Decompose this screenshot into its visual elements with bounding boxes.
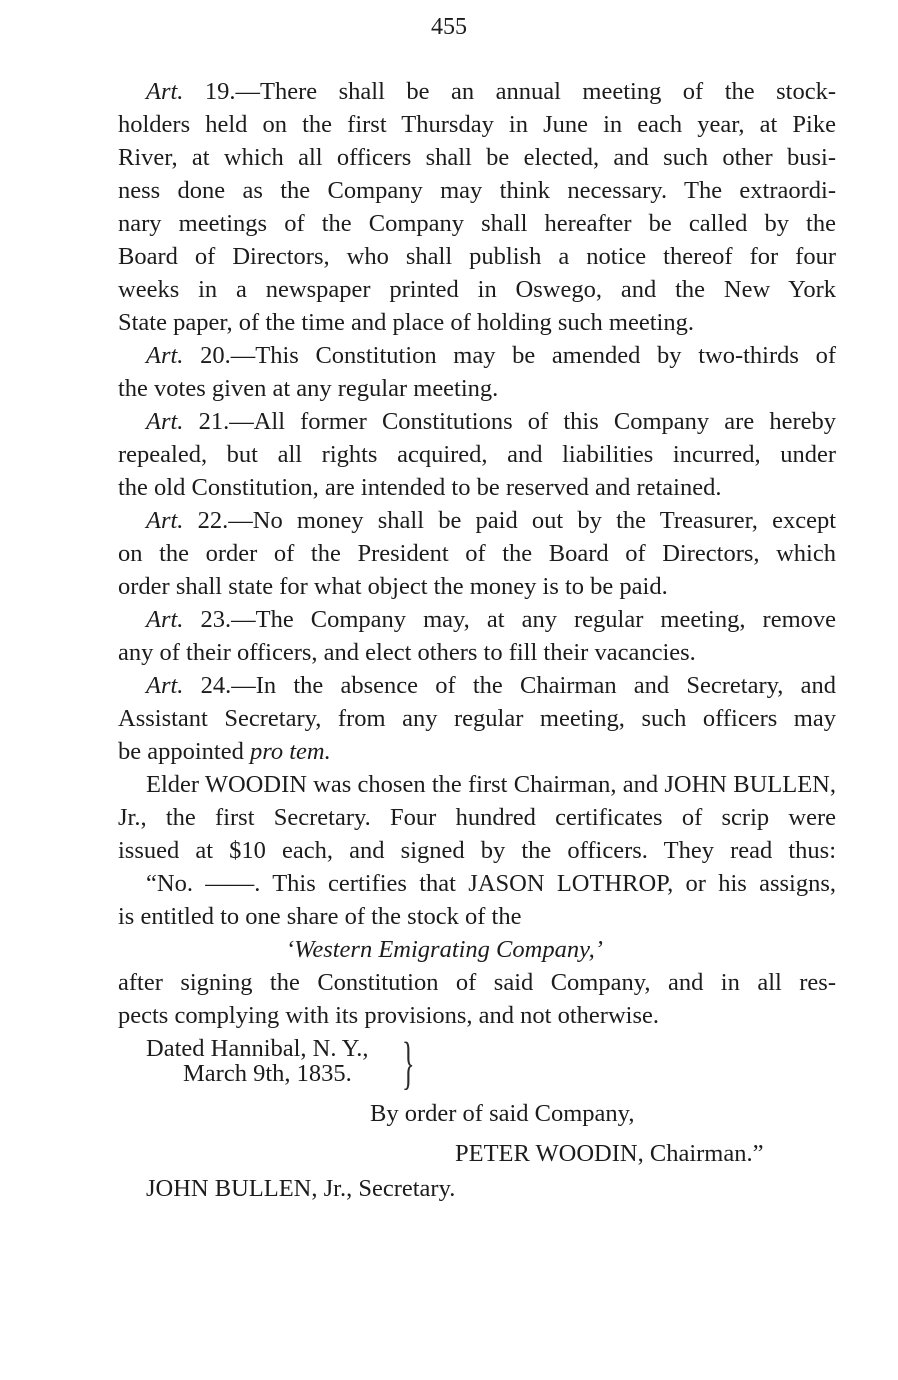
signature-line: By order of said Company, [370,1100,635,1127]
text-line: Art. 19.—There shall be an annual meeting of the stock- [146,78,836,105]
certificate-line: “No. ——. This certifies that JASON LOTHROP, or his assigns, [146,870,836,897]
text-line: Art. 22.—No money shall be paid out by the Treasurer, except [146,507,836,534]
text-line: Assistant Secretary, from any regular meeting, such officers may [118,705,836,732]
certificate-line: pects complying with its provisions, and not otherwise. [118,1002,659,1029]
text-line: ness done as the Company may think necessary. The extraordi- [118,177,836,204]
latin-phrase: pro tem. [250,738,331,765]
text-line: Art. 24.—In the absence of the Chairman and Secretary, and [146,672,836,699]
dateline-date: March 9th, 1835. [183,1060,352,1087]
company-name: ‘Western Emigrating Company,’ [286,936,603,963]
text-line: the votes given at any regular meeting. [118,375,499,402]
text-line: holders held on the first Thursday in June in each year, at Pike [118,111,836,138]
text-line: Elder WOODIN was chosen the first Chairman, and JOHN BULLEN, [146,771,836,798]
article-label: Art. [146,606,184,633]
dateline-place: Dated Hannibal, N. Y., [146,1035,369,1062]
text-line: nary meetings of the Company shall hereafter be called by the [118,210,836,237]
text-line: be appointed pro tem. [118,738,331,765]
chairman-signature: PETER WOODIN, Chairman.” [455,1140,764,1167]
text-line: any of their officers, and elect others to fill their vacancies. [118,639,696,666]
text-line: Art. 23.—The Company may, at any regular meeting, remove [146,606,836,633]
text-line: order shall state for what object the money is to be paid. [118,573,668,600]
page-number: 455 [431,14,467,40]
article-label: Art. [146,408,184,435]
text-line: River, at which all officers shall be elected, and such other busi- [118,144,836,171]
text-line: Board of Directors, who shall publish a notice thereof for four [118,243,836,270]
text-line: repealed, but all rights acquired, and liabilities incurred, under [118,441,836,468]
text-line: Jr., the first Secretary. Four hundred certificates of scrip were [118,804,836,831]
text-line: weeks in a newspaper printed in Oswego, and the New York [118,276,836,303]
article-label: Art. [146,672,184,699]
certificate-line: is entitled to one share of the stock of the [118,903,522,930]
article-label: Art. [146,342,184,369]
text-line: Art. 20.—This Constitution may be amended by two-thirds of [146,342,836,369]
certificate-line: after signing the Constitution of said Company, and in all res- [118,969,836,996]
text-line: issued at $10 each, and signed by the officers. They read thus: [118,837,836,864]
article-label: Art. [146,507,184,534]
text-line: State paper, of the time and place of holding such meeting. [118,309,694,336]
text-line: Art. 21.—All former Constitutions of this Company are hereby [146,408,836,435]
secretary-signature: JOHN BULLEN, Jr., Secretary. [146,1175,456,1202]
brace-mark: } [402,1030,415,1095]
text-line: the old Constitution, are intended to be reserved and retained. [118,474,722,501]
article-label: Art. [146,78,184,105]
text-line: on the order of the President of the Board of Directors, which [118,540,836,567]
